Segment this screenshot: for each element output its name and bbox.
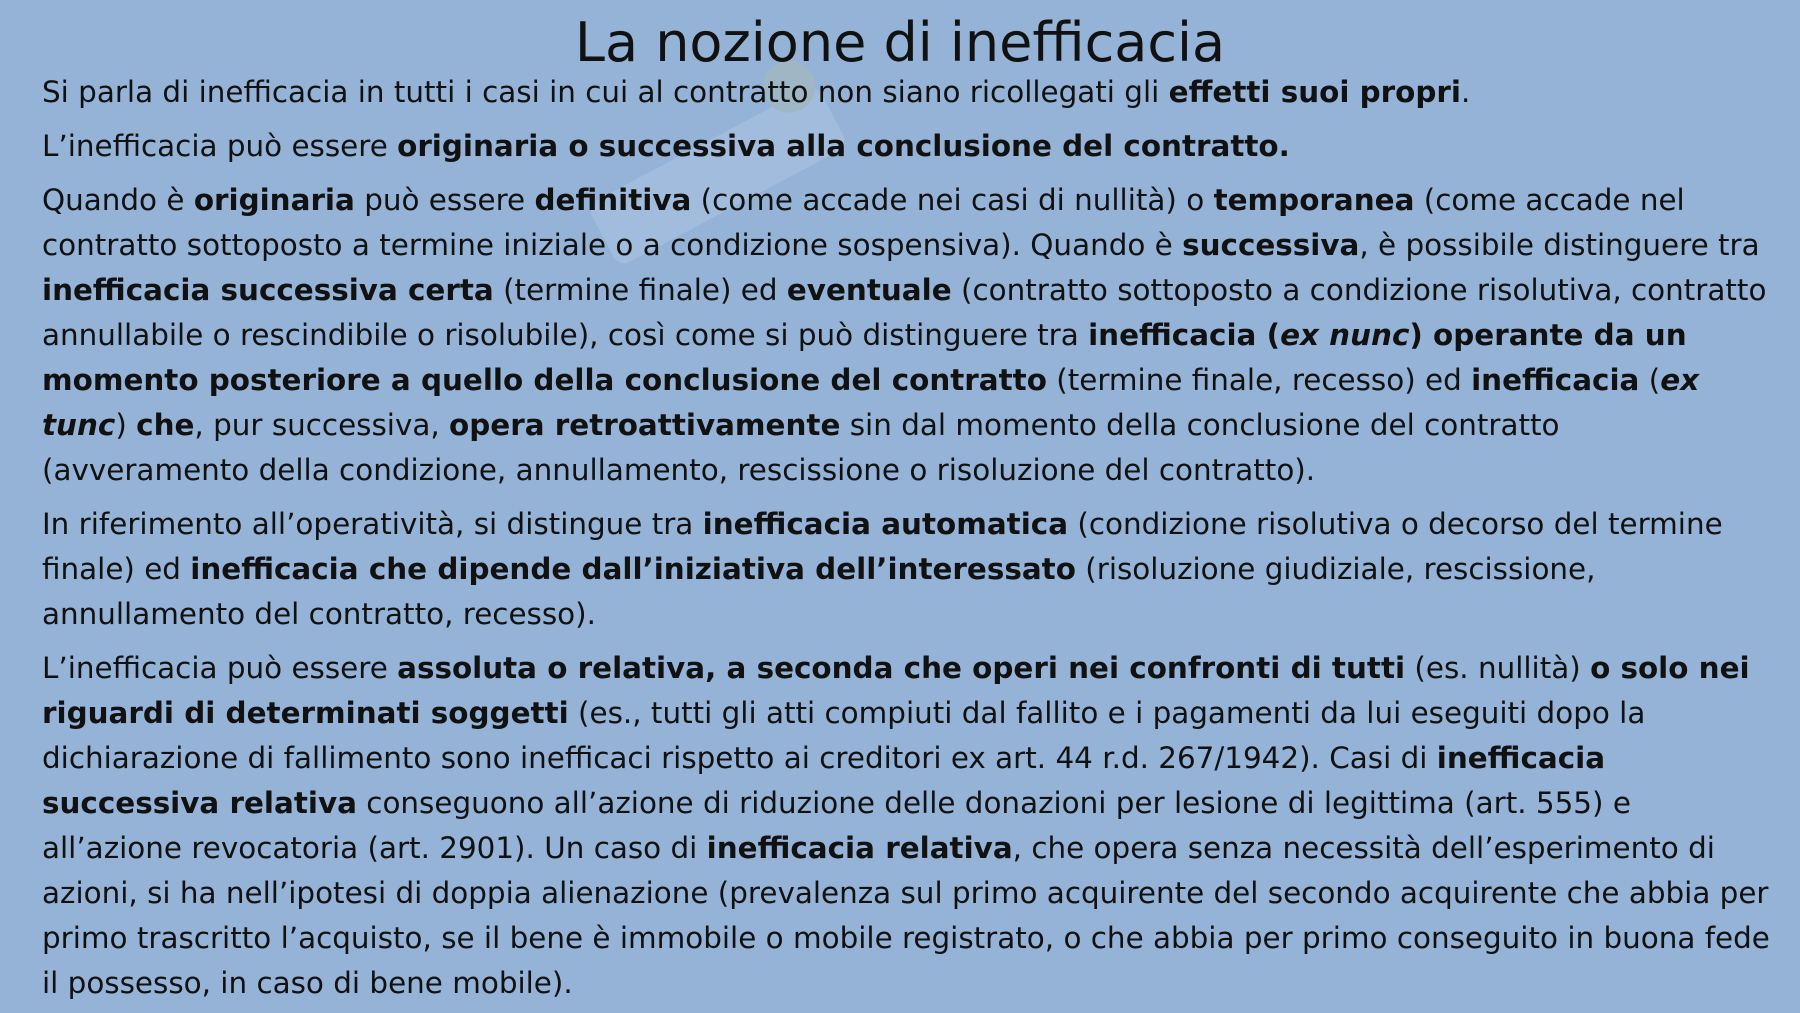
text-run: ) operante da un momento posteriore a quello della conclusione del contratto: [42, 318, 1687, 397]
text-run: assoluta o relativa, a seconda che operi nei confronti di tutti: [397, 651, 1406, 685]
text-run: (: [1639, 363, 1661, 397]
text-run: temporanea: [1213, 183, 1415, 217]
text-run: Quando è: [42, 183, 194, 217]
text-run: sin dal momento della conclusione del contratto (avveramento della condizione, annullamento, rescissione o risoluzione del contratto).: [42, 408, 1560, 487]
text-run: .: [1460, 75, 1471, 109]
text-run: originaria: [193, 183, 355, 217]
text-run: inefficacia relativa: [706, 831, 1013, 865]
text-run: che: [136, 408, 195, 442]
text-run: inefficacia che dipende dall’iniziativa dell’interessato: [190, 552, 1076, 586]
text-run: inefficacia automatica: [702, 507, 1069, 541]
text-run: conseguono all’azione di riduzione delle donazioni per lesione di legittima (art. 555) e all’azione revocatoria (art. 2901). Un caso di: [42, 786, 1631, 865]
text-run: può essere: [354, 183, 535, 217]
text-run: originaria o successiva alla conclusione del contratto.: [397, 129, 1290, 163]
text-run: definitiva: [534, 183, 692, 217]
text-run: o solo nei riguardi di determinati soggetti: [42, 651, 1750, 730]
text-run: (termine finale) ed: [493, 273, 787, 307]
text-run: In riferimento all’operatività, si distingue tra: [42, 507, 703, 541]
text-run: (es., tutti gli atti compiuti dal fallito e i pagamenti da lui eseguiti dopo la dichiarazione di fallimento sono inefficaci rispetto ai creditori ex art. 44 r.d. 267/1942). Casi di: [42, 696, 1646, 775]
paragraph-1: [42, 70, 1772, 115]
text-run: (come accade nei casi di nullità) o: [691, 183, 1214, 217]
text-run: L’inefficacia può essere: [42, 129, 398, 163]
text-run: opera retroattivamente: [449, 408, 841, 442]
slide-title: La nozione di inefficacia: [574, 11, 1226, 74]
paragraph-4: [42, 502, 1772, 637]
paragraph-3: [42, 178, 1772, 493]
slide-body: [42, 70, 1772, 1013]
text-run: ex tunc: [42, 363, 1700, 442]
text-run: ): [115, 408, 137, 442]
text-run: inefficacia (: [1088, 318, 1281, 352]
paragraph-5: [42, 646, 1772, 1006]
text-run: inefficacia: [1471, 363, 1640, 397]
text-run: , che opera senza necessità dell’esperimento di azioni, si ha nell’ipotesi di doppia alienazione (prevalenza sul primo acquirente del secondo acquirente che abbia per primo trascritto l’acquisto, se il bene è immobile o mobile registrato, o che abbia per primo conseguito in buona fede il possesso, in caso di bene mobile).: [42, 831, 1770, 1000]
text-run: (es. nullità): [1405, 651, 1591, 685]
text-run: (risoluzione giudiziale, rescissione, annullamento del contratto, recesso).: [42, 552, 1596, 631]
text-run: ex nunc: [1280, 318, 1410, 352]
text-run: (termine finale, recesso) ed: [1046, 363, 1472, 397]
text-run: inefficacia successiva relativa: [42, 741, 1606, 820]
text-run: L’inefficacia può essere: [42, 651, 398, 685]
text-run: effetti suoi propri: [1168, 75, 1461, 109]
text-run: (come accade nel contratto sottoposto a termine iniziale o a condizione sospensiva). Quando è: [42, 183, 1685, 262]
text-run: , è possibile distinguere tra: [1359, 228, 1760, 262]
text-run: Si parla di inefficacia in tutti i casi in cui al contratto non siano ricollegati gli: [42, 75, 1169, 109]
text-run: (condizione risolutiva o decorso del termine finale) ed: [42, 507, 1723, 586]
paragraph-2: [42, 124, 1772, 169]
text-run: inefficacia successiva certa: [42, 273, 494, 307]
text-run: (contratto sottoposto a condizione risolutiva, contratto annullabile o rescindibile o risolubile), così come si può distinguere tra: [42, 273, 1767, 352]
text-run: successiva: [1182, 228, 1360, 262]
text-run: eventuale: [786, 273, 952, 307]
text-run: , pur successiva,: [194, 408, 450, 442]
